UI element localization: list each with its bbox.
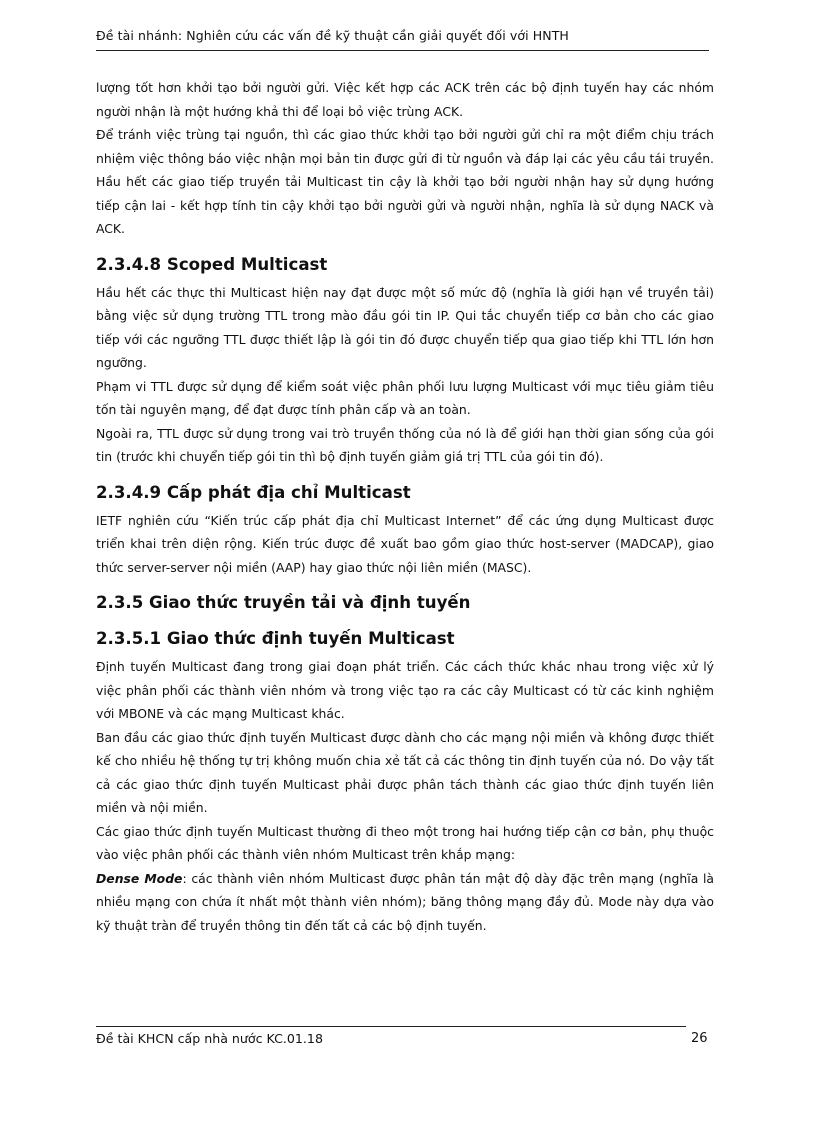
paragraph-ttl-scope: Phạm vi TTL được sử dụng để kiểm soát việc phân phối lưu lượng Multicast với mục tiêu giảm tiêu tốn tài nguyên mạng, để đạt được tính phân cấp và an toàn. [96, 378, 714, 417]
page-header: Đề tài nhánh: Nghiên cứu các vấn đề kỹ thuật cần giải quyết đối với HNTH [96, 28, 569, 43]
page-number: 26 [691, 1031, 708, 1046]
heading-address-allocation: 2.3.4.9 Cấp phát địa chỉ Multicast [96, 482, 411, 502]
paragraph-dense-mode [96, 867, 714, 938]
footer-project: Đề tài KHCN cấp nhà nước KC.01.18 [96, 1031, 323, 1046]
paragraph-ack-combining: lượng tốt hơn khởi tạo bởi người gửi. Việc kết hợp các ACK trên các bộ định tuyến hay các nhóm người nhận là một hướng khả thi để loại bỏ việc trùng ACK. [96, 80, 714, 119]
paragraph-sender-initiated: Để tránh việc trùng tại nguồn, thì các giao thức khởi tạo bởi người gửi chỉ ra một điểm chịu trách nhiệm việc thông báo việc nhận mọi bản tin được gửi đi từ nguồn và đáp lại các yêu cầu tái truyền. Hầu hết các giao tiếp truyền tải Multicast tin cậy là khởi tạo bởi người nhận hay sử dụng hướng tiếp cận lai - kết hợp tính tin cậy khởi tạo bởi người gửi và người nhận, nghĩa là sử dụng NACK và ACK. [96, 127, 714, 236]
paragraph-two-approaches: Các giao thức định tuyến Multicast thường đi theo một trong hai hướng tiếp cận cơ bản, phụ thuộc vào việc phân phối các thành viên nhóm Multicast trên khắp mạng: [96, 823, 714, 862]
heading-scoped-multicast: 2.3.4.8 Scoped Multicast [96, 254, 328, 274]
heading-transport-routing: 2.3.5 Giao thức truyền tải và định tuyến [96, 593, 471, 612]
paragraph-ttl-field: Hầu hết các thực thi Multicast hiện nay đạt được một số mức độ (nghĩa là giới hạn về truyền tải) bằng việc sử dụng trường TTL trong mào đầu gói tin IP. Qui tắc chuyển tiếp cơ bản cho các giao tiếp với các ngưỡng TTL được thiết lập là gói tin đó được chuyển tiếp qua giao tiếp khi TTL lớn hơn ngưỡng. [96, 284, 714, 370]
term-dense-mode: Dense Mode [96, 870, 183, 886]
dense-mode-description: : các thành viên nhóm Multicast được phân tán mật độ dày đặc trên mạng (nghĩa là nhiều mạng con chứa ít nhất một thành viên nhóm); băng thông mạng đầy đủ. Mode này dựa vào kỹ thuật tràn để truyền thông tin đến tất cả các bộ định tuyến. [96, 870, 715, 933]
paragraph-intra-inter-domain: Ban đầu các giao thức định tuyến Multicast được dành cho các mạng nội miền và không được thiết kế cho nhiều hệ thống tự trị không muốn chia xẻ tất cả các thông tin định tuyến của nó. Do vậy tất cả các giao thức định tuyến Multicast phải được phân tách thành các giao thức định tuyến liên miền và nội miền. [96, 729, 714, 815]
header-divider [96, 50, 709, 51]
paragraph-ttl-lifetime: Ngoài ra, TTL được sử dụng trong vai trò truyền thống của nó là để giới hạn thời gian sống của gói tin (trước khi chuyển tiếp gói tin thì bộ định tuyến giảm giá trị TTL của gói tin đó). [96, 425, 714, 464]
paragraph-routing-development: Định tuyến Multicast đang trong giai đoạn phát triển. Các cách thức khác nhau trong việc xử lý việc phân phối các thành viên nhóm và trong việc tạo ra các cây Multicast có từ các kinh nghiệm với MBONE và các mạng Multicast khác. [96, 659, 714, 721]
heading-multicast-routing: 2.3.5.1 Giao thức định tuyến Multicast [96, 629, 455, 648]
footer-divider [96, 1026, 686, 1027]
page-body [96, 76, 714, 937]
paragraph-ietf-architecture: IETF nghiên cứu “Kiến trúc cấp phát địa chỉ Multicast Internet” để các ứng dụng Multicast được triển khai trên diện rộng. Kiến trúc được đề xuất bao gồm giao thức host-server (MADCAP), giao thức server-server nội miền (AAP) hay giao thức nội liên miền (MASC). [96, 512, 714, 575]
